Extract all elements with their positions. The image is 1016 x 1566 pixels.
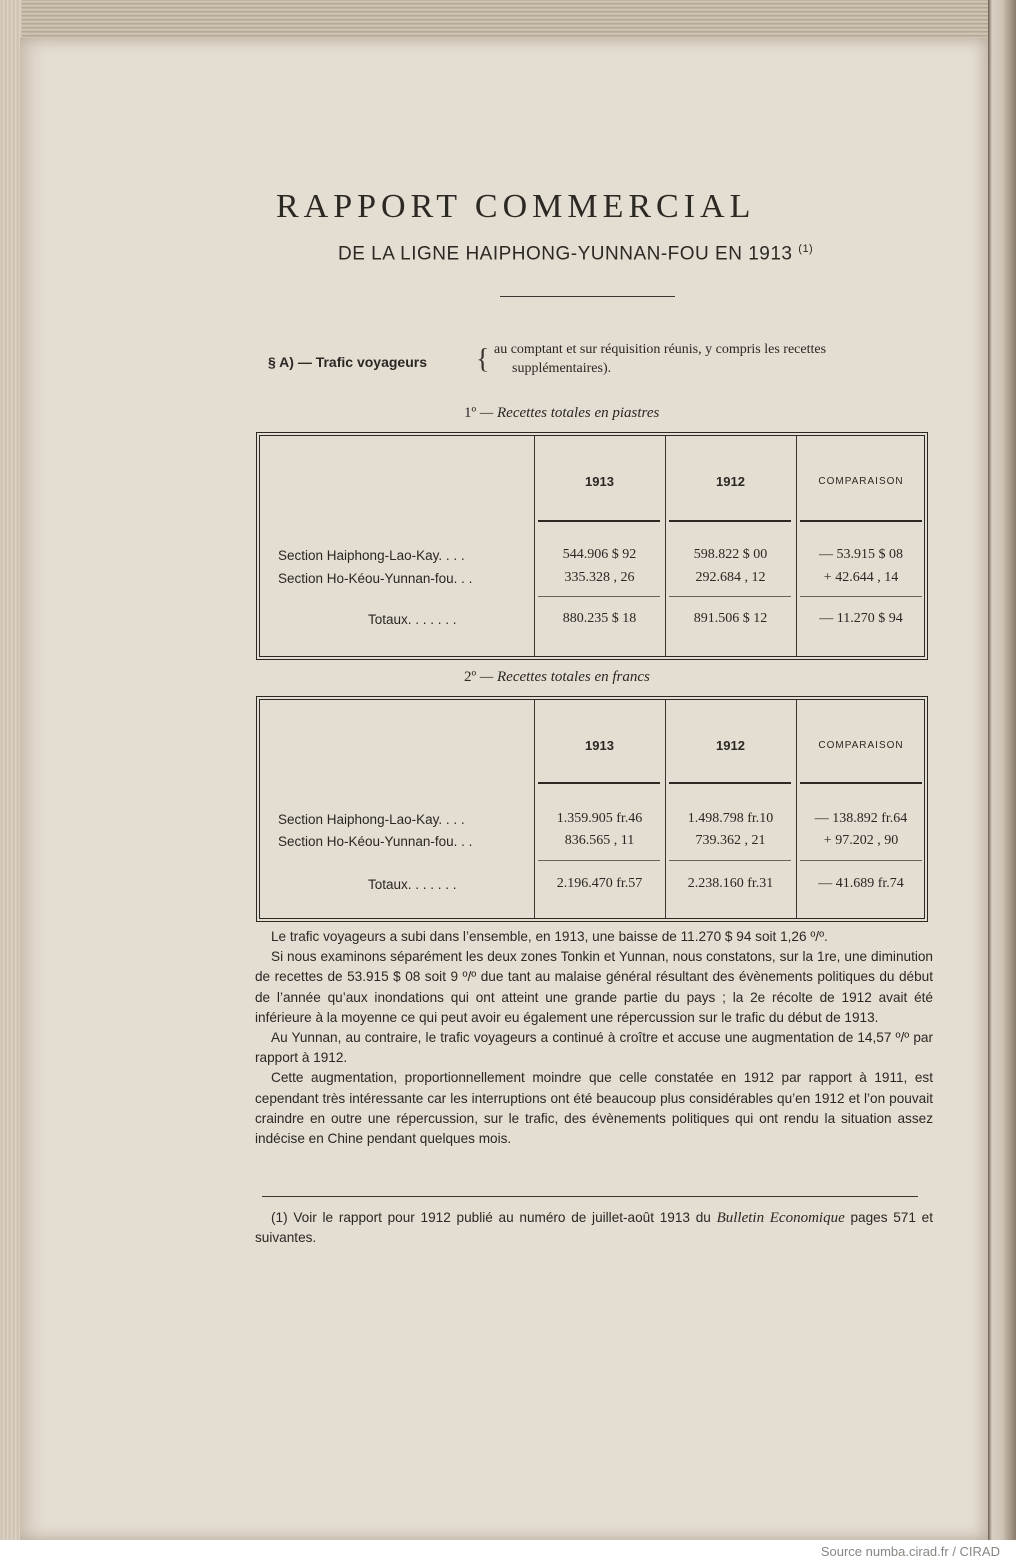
table2-sum-rule-1: [538, 860, 660, 861]
table2-header-1912: 1912: [716, 738, 745, 753]
table1-sum-rule-2: [669, 596, 791, 597]
table1-row1-label: Section Haiphong-Lao-Kay. . . .: [278, 548, 465, 563]
body-paragraph-3: Au Yunnan, au contraire, le trafic voyageurs a continué à croître et accuse une augmentation de 14,57 º/º par rapport à 1912.: [255, 1030, 933, 1066]
table1: [256, 432, 928, 660]
table2-row2-cmp: + 97.202 , 90: [823, 833, 899, 848]
table1-rule-2: [669, 520, 791, 522]
source-credit: Source numba.cirad.fr / CIRAD: [820, 1544, 1000, 1559]
table2-caption-num: 2º: [464, 669, 477, 685]
table2-caption: [464, 669, 650, 686]
table1-row1-cmp: — 53.915 $ 08: [819, 547, 903, 562]
body-paragraph-1: Le trafic voyageurs a subi dans l’ensemble, en 1913, une baisse de 11.270 $ 94 soit 1,26 º/º.: [271, 929, 828, 944]
book-left-edges: [0, 0, 22, 1540]
footnote-italic: Bulletin Economique: [716, 1210, 845, 1226]
brace-left: {: [476, 344, 490, 375]
table2-total-label: Totaux. . . . . . .: [368, 877, 457, 892]
table2-row1-1912: 1.498.798 fr.10: [687, 811, 774, 826]
book-right-edge: [988, 0, 1016, 1540]
section-label: § A) — Trafic voyageurs: [268, 354, 427, 370]
title-rule: [500, 296, 675, 297]
table1-sum-rule-1: [538, 596, 660, 597]
table2-row1-cmp: — 138.892 fr.64: [814, 811, 908, 826]
page-title: RAPPORT COMMERCIAL: [276, 188, 756, 225]
subtitle-text: DE LA LIGNE HAIPHONG-YUNNAN-FOU EN 1913: [338, 243, 793, 265]
table1-sum-rule-3: [800, 596, 922, 597]
section-heading: [268, 340, 928, 384]
table2-total-cmp: — 41.689 fr.74: [818, 876, 904, 891]
table2-header-comparaison: COMPARAISON: [818, 740, 904, 751]
table2: [256, 696, 928, 922]
table2-sum-rule-3: [800, 860, 922, 861]
table2-rule-1: [538, 782, 660, 784]
table2-row1-label: Section Haiphong-Lao-Kay. . . .: [278, 812, 465, 827]
book-top-edges: [0, 0, 990, 42]
section-note: [494, 340, 934, 378]
body-paragraph-2: Si nous examinons séparément les deux zones Tonkin et Yunnan, nous constatons, sur la 1re, une diminution de recettes de 53.915 $ 08 soit 9 º/º due tant au malaise général résultant des évènements politiques du début de l’année qu’aux inondations qui ont atteint une grande partie du pays ; la 2e récolte de 1912 avait été inférieure à la moyenne ce qui peut avoir eu également une répercussion sur le trafic du début de 1913.: [255, 949, 933, 1025]
table2-caption-text: — Recettes totales en francs: [479, 669, 650, 685]
table2-row2-1913: 836.565 , 11: [564, 833, 635, 848]
body-paragraph-4: Cette augmentation, proportionnellement moindre que celle constatée en 1912 par rapport à 1911, est cependant très intéressante car les interruptions ont été beaucoup plus considérables qu’en 1912 et l’on pouvait craindre en outre une répercussion, sur le trafic, des évènements politiques qui ont rendu la situation assez indécise en Chine pendant quelques mois.: [255, 1070, 933, 1147]
table1-caption: [464, 405, 659, 422]
table2-rule-3: [800, 782, 922, 784]
table1-total-label: Totaux. . . . . . .: [368, 612, 457, 627]
footnote-tail: pages 571 et suivantes.: [255, 1210, 933, 1245]
section-note-line2: supplémentaires).: [512, 361, 612, 376]
footnote-paragraph: [255, 1208, 933, 1248]
table1-header-1912: 1912: [716, 474, 745, 489]
table1-caption-text: — Recettes totales en piastres: [479, 405, 660, 421]
body-text: [255, 927, 933, 1149]
table1-row2-1912: 292.684 , 12: [695, 570, 766, 585]
table2-sum-rule-2: [669, 860, 791, 861]
table1-row1-1912: 598.822 $ 00: [693, 547, 768, 562]
table2-total-1913: 2.196.470 fr.57: [556, 876, 643, 891]
table2-row2-1912: 739.362 , 21: [695, 833, 766, 848]
subtitle-note-mark: (1): [798, 243, 814, 255]
table1-row2-label: Section Ho-Kéou-Yunnan-fou. . .: [278, 571, 473, 586]
table1-header-1913: 1913: [585, 474, 614, 489]
table1-total-1912: 891.506 $ 12: [693, 611, 768, 626]
section-note-line1: au comptant et sur réquisition réunis, y compris les recettes: [494, 342, 827, 357]
table1-caption-num: 1º: [464, 405, 477, 421]
table2-row2-label: Section Ho-Kéou-Yunnan-fou. . .: [278, 834, 473, 849]
page-subtitle: [338, 243, 898, 265]
table2-rule-2: [669, 782, 791, 784]
table1-rule-3: [800, 520, 922, 522]
table1-total-cmp: — 11.270 $ 94: [819, 611, 903, 626]
footnote-rule: [262, 1196, 918, 1197]
table1-row2-1913: 335.328 , 26: [564, 570, 635, 585]
table1-row2-cmp: + 42.644 , 14: [823, 570, 899, 585]
footnote-mark: (1): [271, 1210, 288, 1225]
footnote: [255, 1208, 933, 1248]
table1-row1-1913: 544.906 $ 92: [562, 547, 637, 562]
table1-total-1913: 880.235 $ 18: [562, 611, 637, 626]
table2-row1-1913: 1.359.905 fr.46: [556, 811, 643, 826]
table2-header-1913: 1913: [585, 738, 614, 753]
table1-rule-1: [538, 520, 660, 522]
footnote-text: Voir le rapport pour 1912 publié au numéro de juillet-août 1913 du: [293, 1210, 711, 1225]
table2-total-1912: 2.238.160 fr.31: [687, 876, 774, 891]
table1-header-comparaison: COMPARAISON: [818, 476, 904, 487]
